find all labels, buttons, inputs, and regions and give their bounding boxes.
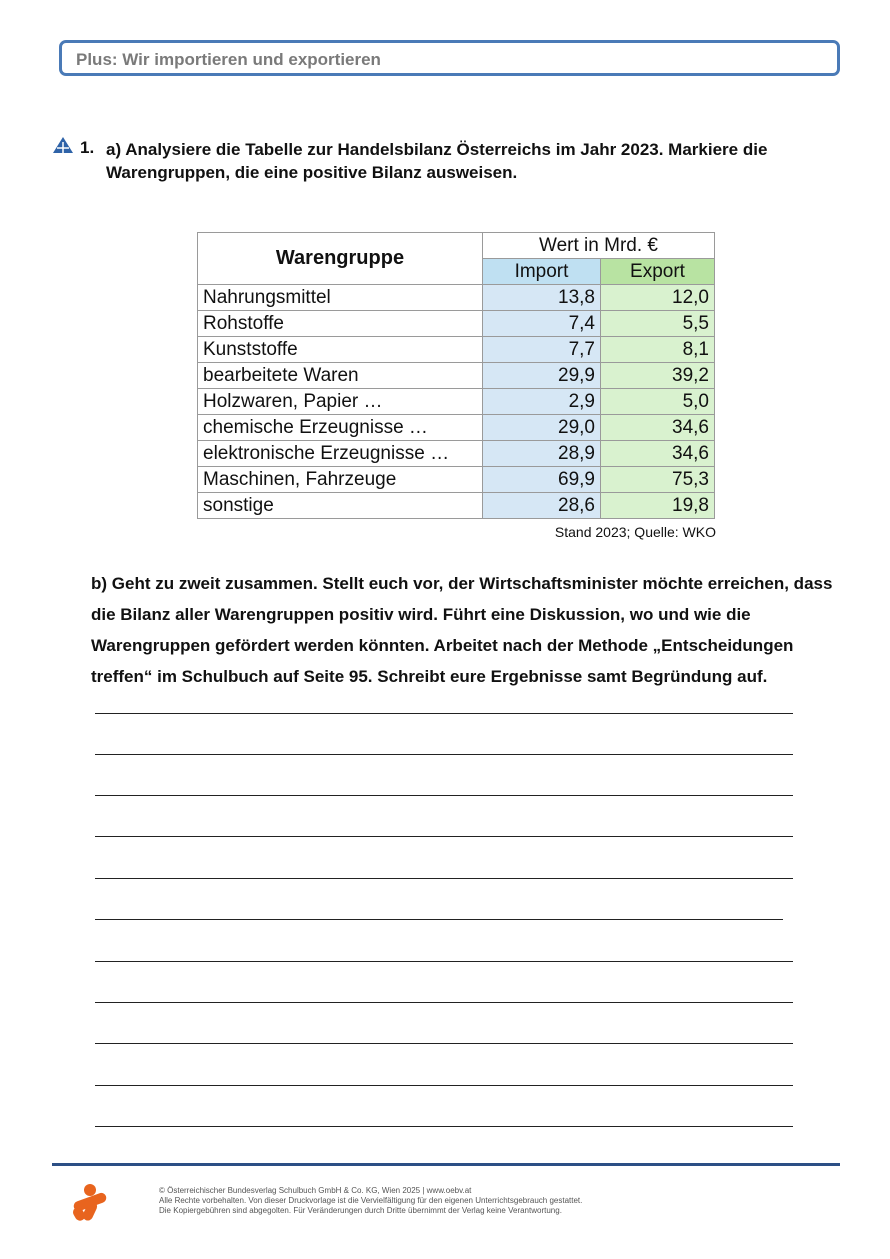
footer-line-2: Alle Rechte vorbehalten. Von dieser Druckvorlage ist die Vervielfältigung für den eigenen Unterrichtsgebrauch gestattet. xyxy=(159,1196,583,1205)
page-title: Plus: Wir importieren und exportieren xyxy=(76,50,381,69)
row-name: sonstige xyxy=(198,493,483,519)
row-name: Nahrungsmittel xyxy=(198,285,483,311)
table-source: Stand 2023; Quelle: WKO xyxy=(554,524,716,540)
row-export: 19,8 xyxy=(601,493,715,519)
footer-line-1: © Österreichischer Bundesverlag Schulbuch GmbH & Co. KG, Wien 2025 | www.oebv.at xyxy=(159,1186,472,1195)
table-row xyxy=(198,415,715,441)
row-import: 7,7 xyxy=(483,337,601,363)
footer-line-3: Die Kopiergebühren sind abgegolten. Für Veränderungen durch Dritte übernimmt der Verlag keine Verantwortung. xyxy=(159,1206,562,1215)
header-group: Warengruppe xyxy=(198,233,483,285)
row-import: 7,4 xyxy=(483,311,601,337)
table-row xyxy=(198,493,715,519)
table-row xyxy=(198,337,715,363)
table-row xyxy=(198,311,715,337)
row-import: 28,9 xyxy=(483,441,601,467)
writing-line[interactable] xyxy=(95,754,793,755)
row-export: 75,3 xyxy=(601,467,715,493)
task-number: 1. xyxy=(80,138,95,157)
row-name: Maschinen, Fahrzeuge xyxy=(198,467,483,493)
row-import: 29,9 xyxy=(483,363,601,389)
writing-line[interactable] xyxy=(95,795,793,796)
footer-copyright xyxy=(159,1186,582,1216)
row-import: 2,9 xyxy=(483,389,601,415)
row-import: 29,0 xyxy=(483,415,601,441)
row-export: 8,1 xyxy=(601,337,715,363)
row-export: 5,0 xyxy=(601,389,715,415)
row-name: elektronische Erzeugnisse … xyxy=(198,441,483,467)
row-export: 5,5 xyxy=(601,311,715,337)
header-import: Import xyxy=(483,259,601,285)
writing-line[interactable] xyxy=(95,1043,793,1044)
writing-line[interactable] xyxy=(95,836,793,837)
writing-line[interactable] xyxy=(95,1002,793,1003)
writing-line[interactable] xyxy=(95,961,793,962)
row-name: bearbeitete Waren xyxy=(198,363,483,389)
writing-line[interactable] xyxy=(95,1085,793,1086)
table-row xyxy=(198,389,715,415)
row-name: Holzwaren, Papier … xyxy=(198,389,483,415)
writing-line[interactable] xyxy=(95,713,793,714)
row-name: Rohstoffe xyxy=(198,311,483,337)
writing-line[interactable] xyxy=(95,878,793,879)
triangle-level-icon xyxy=(53,137,73,153)
row-import: 28,6 xyxy=(483,493,601,519)
table-row xyxy=(198,363,715,389)
table-row xyxy=(198,285,715,311)
header-value: Wert in Mrd. € xyxy=(483,233,715,259)
row-name: chemische Erzeugnisse … xyxy=(198,415,483,441)
row-export: 34,6 xyxy=(601,441,715,467)
table-row xyxy=(198,467,715,493)
row-import: 69,9 xyxy=(483,467,601,493)
task-b-text: b) Geht zu zweit zusammen. Stellt euch vor, der Wirtschaftsminister möchte erreichen, dass die Bilanz aller Warengruppen positiv wird. Führt eine Diskussion, wo und wie die Warengruppen gefördert werden könnten. Arbeitet nach der Methode „Entscheidungen treffen“ im Schulbuch auf Seite 95. Schreibt eure Ergebnisse samt Begründung auf. xyxy=(91,574,833,686)
row-export: 12,0 xyxy=(601,285,715,311)
title-box xyxy=(59,40,840,76)
row-name: Kunststoffe xyxy=(198,337,483,363)
trade-table xyxy=(197,232,715,519)
task-a-text: a) Analysiere die Tabelle zur Handelsbilanz Österreichs im Jahr 2023. Markiere die Warengruppen, die eine positive Bilanz ausweisen. xyxy=(106,140,768,182)
writing-line[interactable] xyxy=(95,1126,793,1127)
row-export: 39,2 xyxy=(601,363,715,389)
footer-divider xyxy=(52,1163,840,1166)
writing-line[interactable] xyxy=(95,919,783,920)
oebv-logo-icon xyxy=(70,1183,110,1223)
row-import: 13,8 xyxy=(483,285,601,311)
row-export: 34,6 xyxy=(601,415,715,441)
header-export: Export xyxy=(601,259,715,285)
table-row xyxy=(198,441,715,467)
